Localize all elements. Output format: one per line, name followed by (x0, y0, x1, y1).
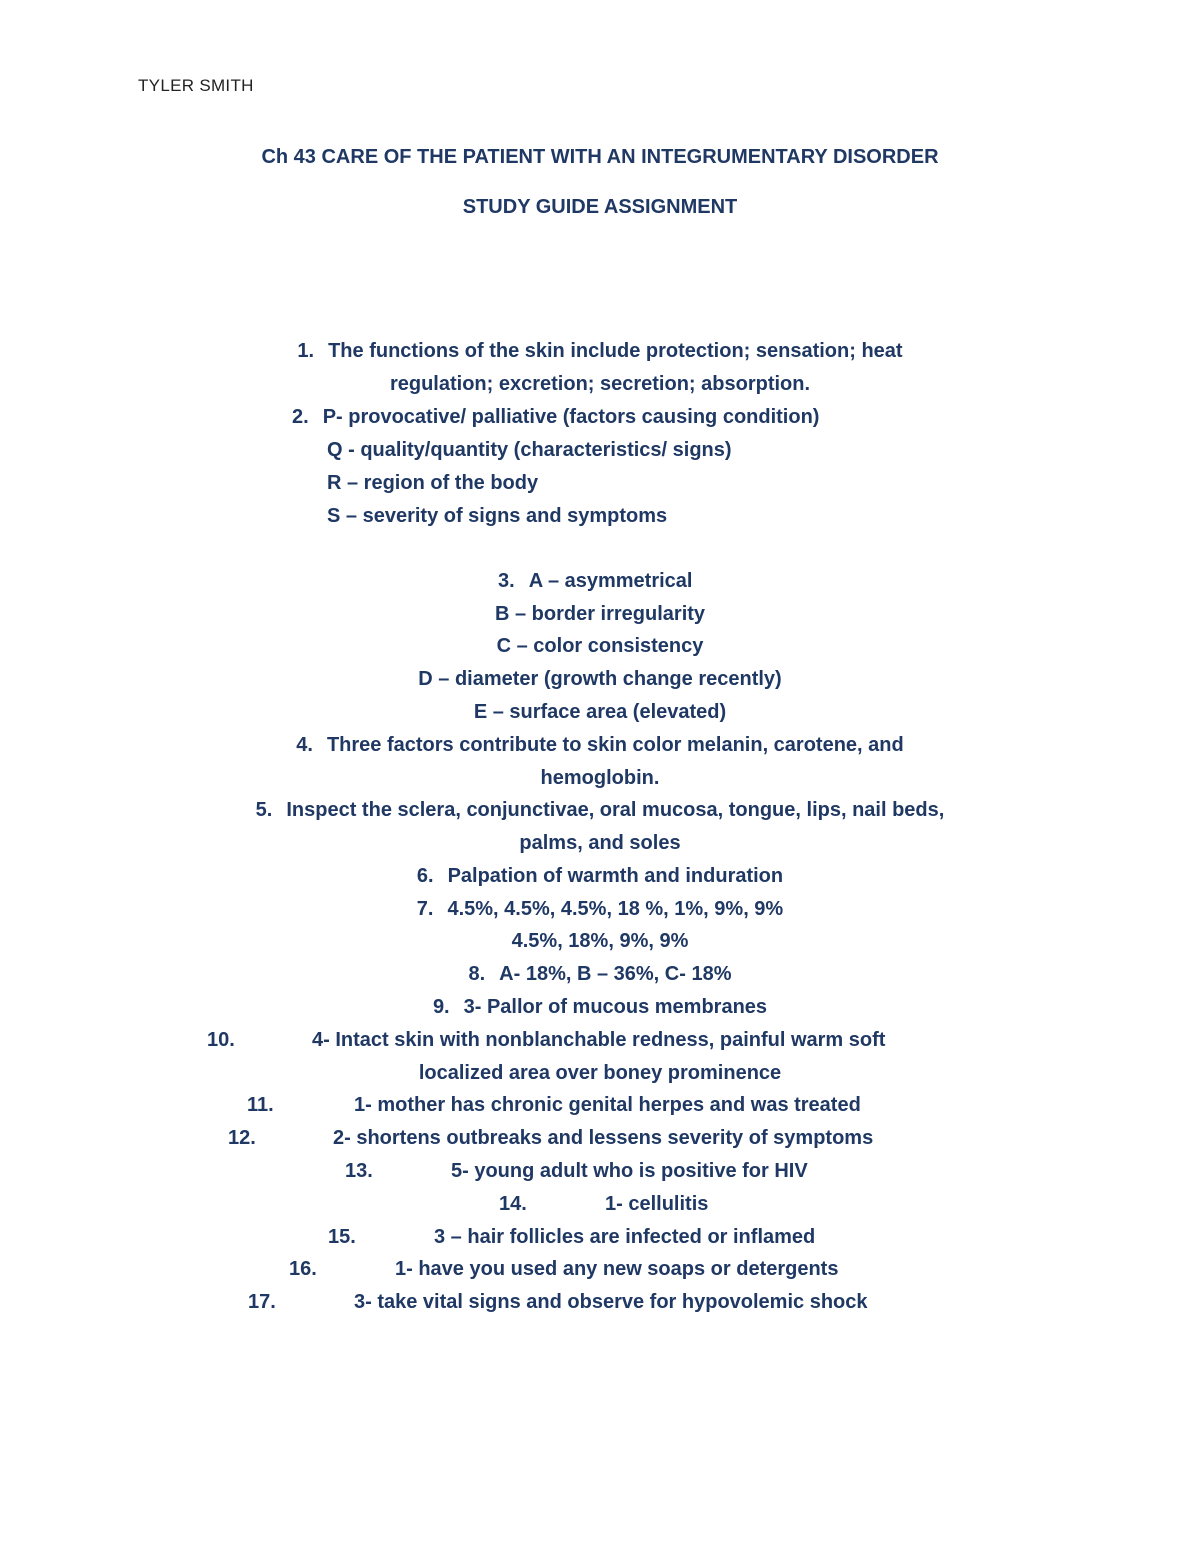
answer-text: A- 18%, B – 36%, C- 18% (499, 963, 732, 985)
answer-number: 4. (296, 734, 313, 756)
answer-9 (0, 996, 1200, 1019)
author-name: TYLER SMITH (138, 76, 254, 95)
answer-number: 3. (498, 570, 515, 592)
answer-text: P- provocative/ palliative (factors causing condition) (322, 406, 820, 428)
answer-text: The functions of the skin include protection; sensation; heat (328, 340, 903, 362)
answer-17-text: 3- take vital signs and observe for hypovolemic shock (354, 1291, 868, 1313)
answer-text: Palpation of warmth and induration (447, 865, 784, 887)
document-title: Ch 43 CARE OF THE PATIENT WITH AN INTEGRUMENTARY DISORDER (261, 146, 939, 168)
answer-2-line-p (292, 406, 819, 429)
answer-8 (0, 963, 1200, 986)
answer-3-line-e: E – surface area (elevated) (473, 701, 727, 723)
answer-text: Inspect the sclera, conjunctivae, oral mucosa, tongue, lips, nail beds, (286, 799, 945, 821)
answer-5-line-2: palms, and soles (519, 832, 681, 854)
answer-3-line-b: B – border irregularity (494, 603, 706, 625)
answer-15-number: 15. (328, 1226, 356, 1248)
answer-11-number: 11. (247, 1094, 274, 1116)
answer-3-line-d: D – diameter (growth change recently) (418, 668, 782, 690)
answer-1-line-1 (0, 340, 1200, 363)
answer-15-text: 3 – hair follicles are infected or inflamed (434, 1226, 816, 1248)
answer-number: 6. (416, 865, 434, 887)
answer-number: 8. (468, 963, 486, 985)
answer-10-line-2: localized area over boney prominence (418, 1062, 782, 1084)
answer-2-line-q: Q - quality/quantity (characteristics/ signs) (327, 439, 732, 461)
answer-number: 1. (297, 340, 315, 362)
answer-text: Three factors contribute to skin color melanin, carotene, and (326, 734, 904, 756)
answer-7-line-1 (0, 898, 1200, 921)
answer-14-text: 1- cellulitis (605, 1193, 709, 1215)
answer-16-text: 1- have you used any new soaps or detergents (395, 1258, 839, 1280)
answer-16-number: 16. (289, 1258, 317, 1280)
answer-4-line-2: hemoglobin. (540, 767, 660, 789)
answer-2-line-r: R – region of the body (327, 472, 539, 494)
answer-1-line-2: regulation; excretion; secretion; absorption. (389, 373, 811, 395)
answer-13-text: 5- young adult who is positive for HIV (451, 1160, 808, 1182)
answer-number: 5. (255, 799, 273, 821)
answer-text: 3- Pallor of mucous membranes (463, 996, 768, 1018)
answer-13-number: 13. (345, 1160, 373, 1182)
answer-3-line-a (498, 570, 693, 593)
answer-number: 2. (292, 406, 309, 428)
answer-3-line-c: C – color consistency (496, 635, 704, 657)
answer-17-number: 17. (248, 1291, 276, 1313)
answer-5-line-1 (0, 799, 1200, 822)
answer-4-line-1 (0, 734, 1200, 757)
answer-2-line-s: S – severity of signs and symptoms (327, 505, 668, 527)
answer-7-line-2: 4.5%, 18%, 9%, 9% (511, 930, 689, 952)
document-subtitle: STUDY GUIDE ASSIGNMENT (462, 196, 738, 218)
answer-10-number: 10. (207, 1029, 235, 1051)
answer-number: 7. (416, 898, 434, 920)
answer-text: 4.5%, 4.5%, 4.5%, 18 %, 1%, 9%, 9% (447, 898, 784, 920)
answer-12-number: 12. (228, 1127, 256, 1149)
answer-number: 9. (432, 996, 450, 1018)
answer-6 (0, 865, 1200, 888)
answer-11-text: 1- mother has chronic genital herpes and was treated (354, 1094, 861, 1116)
answer-12-text: 2- shortens outbreaks and lessens severity of symptoms (333, 1127, 874, 1149)
answer-text: A – asymmetrical (528, 570, 693, 592)
answer-10-line-1: 4- Intact skin with nonblanchable redness, painful warm soft (312, 1029, 886, 1051)
answer-14-number: 14. (499, 1193, 527, 1215)
